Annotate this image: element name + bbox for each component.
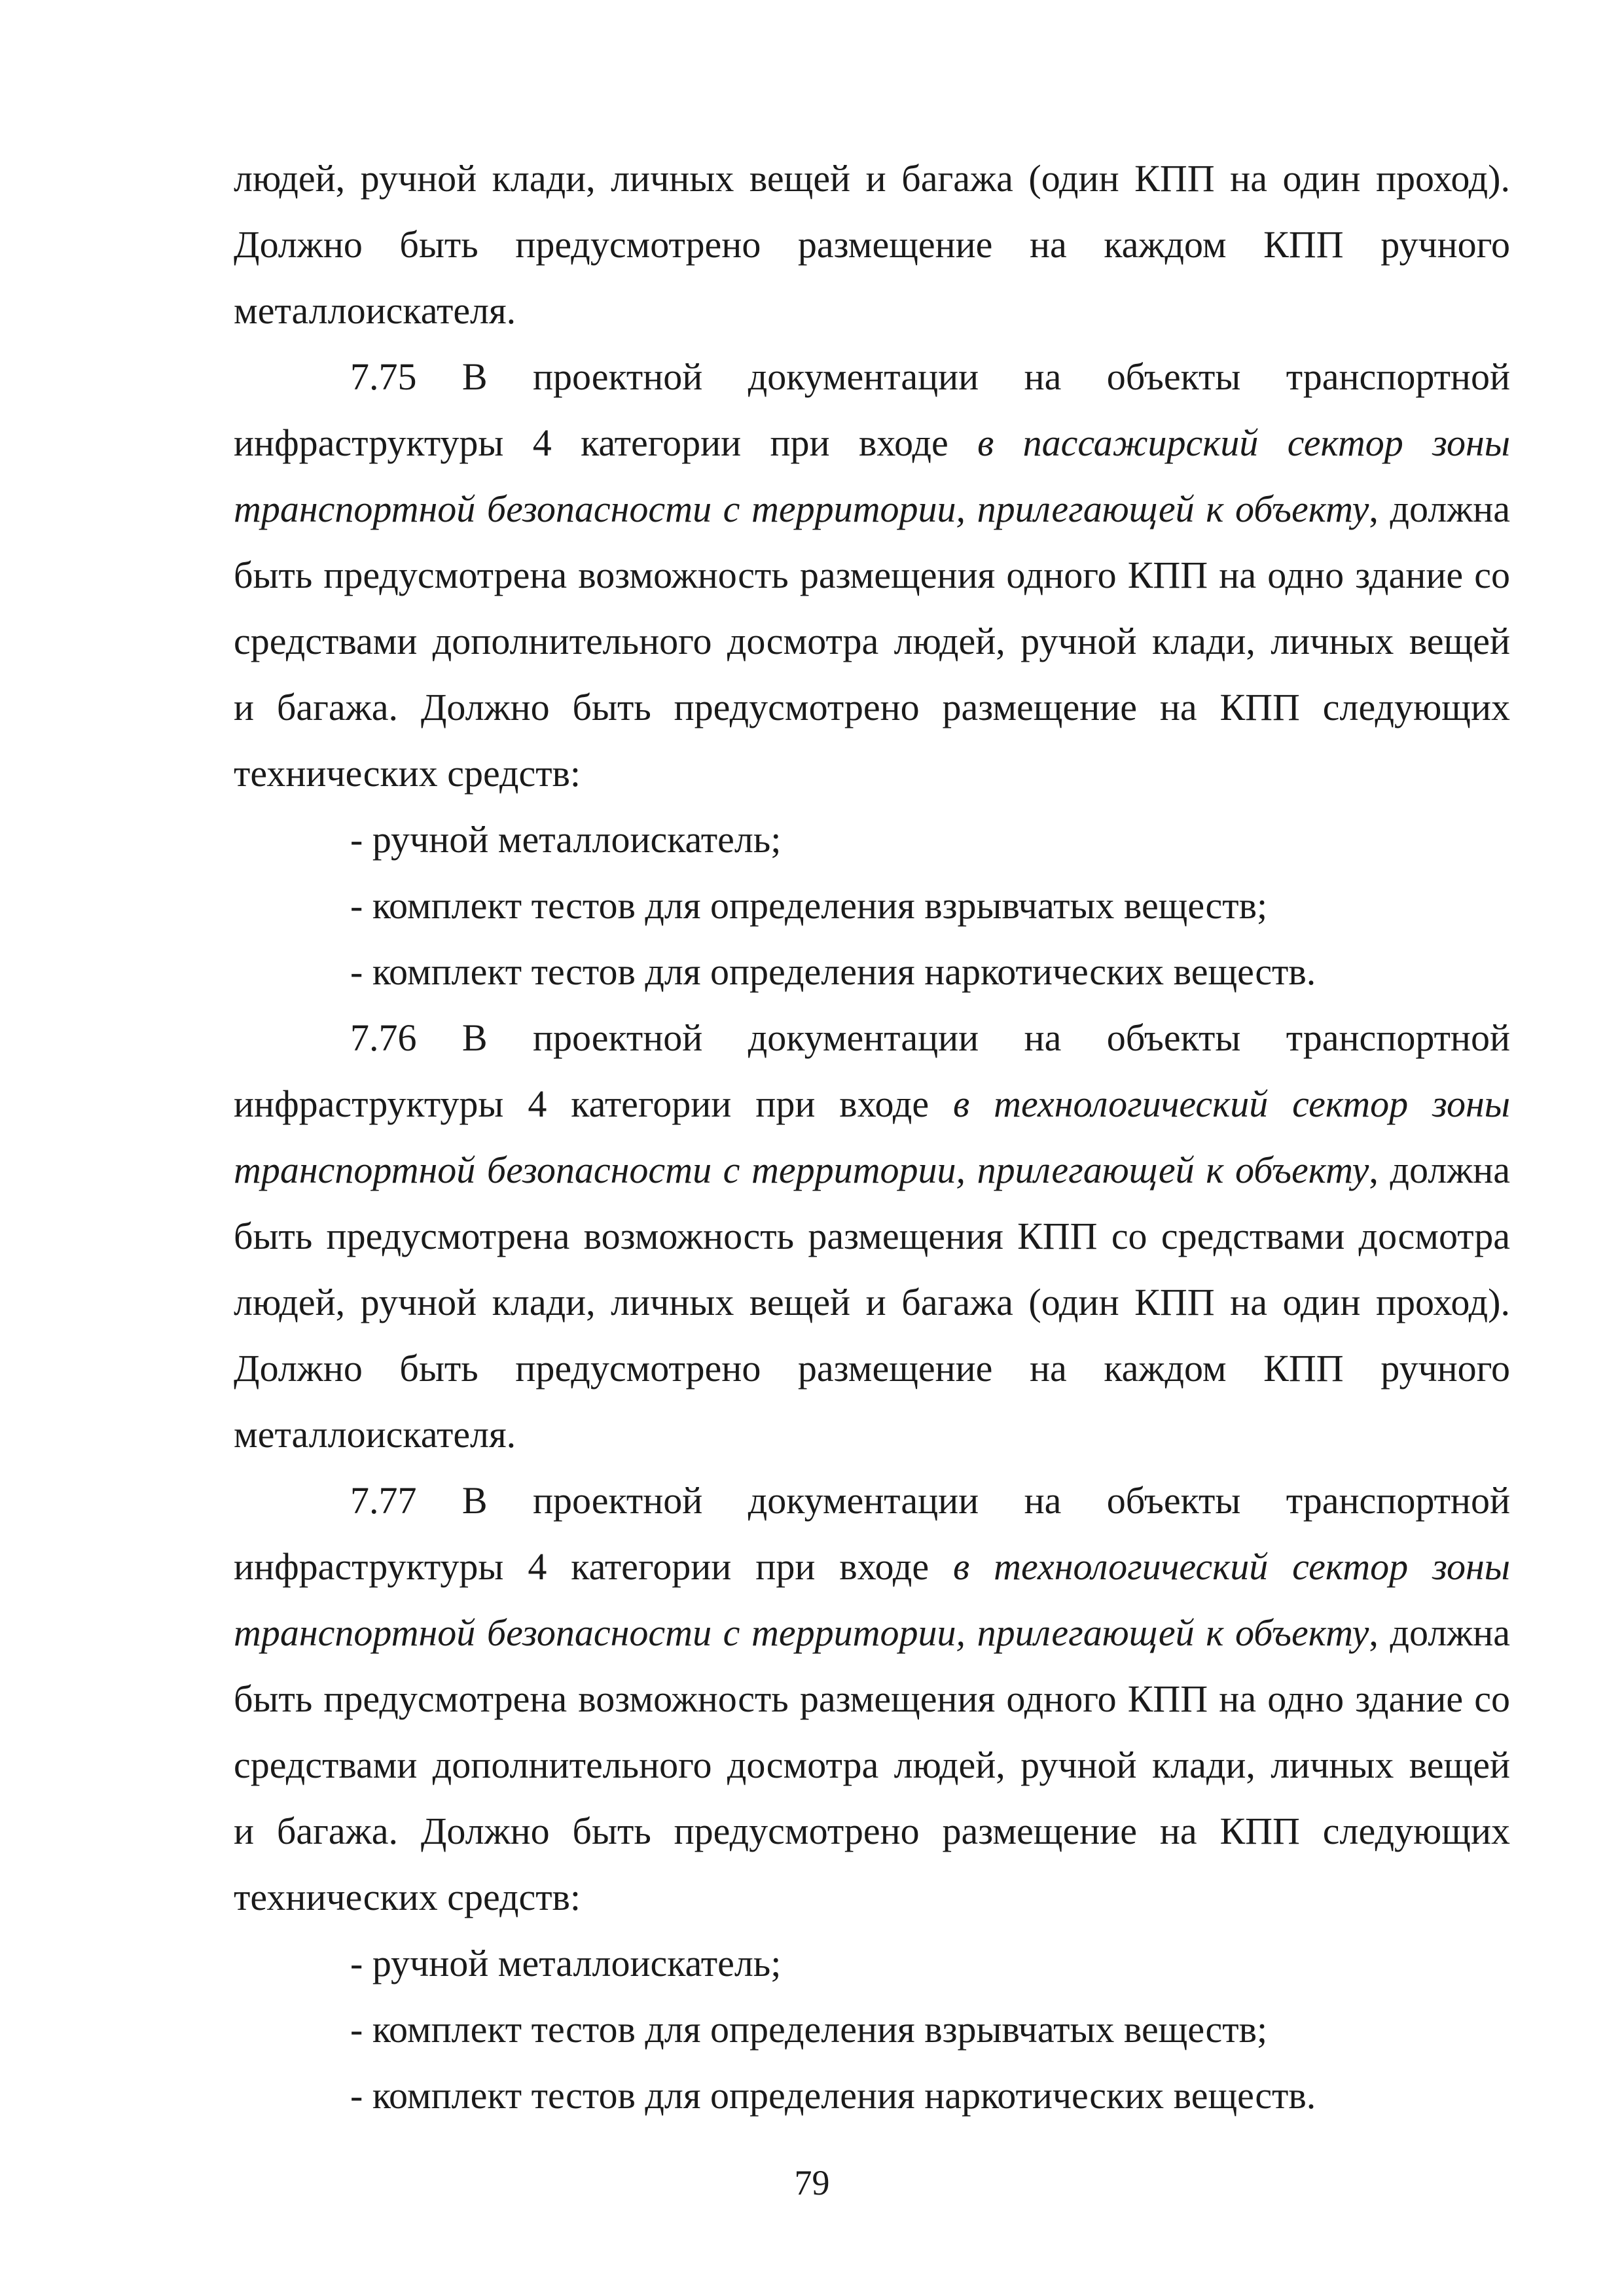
text-line <box>234 1071 1510 1137</box>
text-segment: Должно быть предусмотрено размещение на каждом КПП ручного <box>234 1347 1510 1390</box>
page-number: 79 <box>794 2163 830 2202</box>
text-line <box>234 211 1510 278</box>
text-line <box>234 1335 1510 1401</box>
text-segment: - комплект тестов для определения взрывчатых веществ; <box>350 2008 1268 2051</box>
italic-text-segment: транспортной безопасности с территории, прилегающей к объекту <box>234 1149 1369 1191</box>
text-segment: - комплект тестов для определения наркотических веществ. <box>350 950 1316 993</box>
body-text <box>234 145 1510 2128</box>
text-line <box>234 1666 1510 1732</box>
italic-text-segment: в технологический сектор зоны <box>953 1083 1510 1125</box>
text-segment: быть предусмотрена возможность размещения КПП со средствами досмотра <box>234 1215 1510 1257</box>
text-segment: средствами дополнительного досмотра людей, ручной клади, личных вещей <box>234 620 1510 662</box>
text-segment: , должна <box>1369 1149 1510 1191</box>
text-line <box>234 1996 1510 2062</box>
text-segment: людей, ручной клади, личных вещей и багажа (один КПП на один проход). <box>234 1281 1510 1323</box>
text-line <box>234 939 1510 1005</box>
text-line <box>234 1864 1510 1930</box>
text-line <box>234 145 1510 211</box>
text-segment: - комплект тестов для определения наркотических веществ. <box>350 2074 1316 2117</box>
text-segment: технических средств: <box>234 1876 581 1918</box>
text-line <box>234 1930 1510 1996</box>
text-line <box>234 608 1510 674</box>
text-line <box>234 542 1510 608</box>
italic-text-segment: в технологический сектор зоны <box>953 1545 1510 1588</box>
text-segment: металлоискателя. <box>234 1413 516 1456</box>
text-line <box>234 410 1510 476</box>
text-line <box>234 1467 1510 1534</box>
text-line <box>234 2062 1510 2128</box>
text-segment: металлоискателя. <box>234 289 516 332</box>
text-line <box>234 1401 1510 1467</box>
text-segment: и багажа. Должно быть предусмотрено размещение на КПП следующих <box>234 686 1510 728</box>
text-segment: 7.77 В проектной документации на объекты транспортной <box>350 1479 1510 1522</box>
text-line <box>234 1534 1510 1600</box>
text-line <box>234 278 1510 344</box>
text-line <box>234 1600 1510 1666</box>
text-segment: и багажа. Должно быть предусмотрено размещение на КПП следующих <box>234 1810 1510 1852</box>
text-line <box>234 1269 1510 1335</box>
text-line <box>234 1005 1510 1071</box>
text-line <box>234 806 1510 872</box>
text-line <box>234 872 1510 939</box>
text-segment: людей, ручной клади, личных вещей и багажа (один КПП на один проход). <box>234 157 1510 200</box>
text-line <box>234 674 1510 740</box>
text-segment: 7.75 В проектной документации на объекты транспортной <box>350 355 1510 398</box>
text-segment: - комплект тестов для определения взрывчатых веществ; <box>350 884 1268 927</box>
text-segment: , должна <box>1369 1611 1510 1654</box>
text-segment: инфраструктуры 4 категории при входе <box>234 1545 954 1588</box>
text-line <box>234 1732 1510 1798</box>
text-segment: инфраструктуры 4 категории при входе <box>234 1083 954 1125</box>
italic-text-segment: транспортной безопасности с территории, прилегающей к объекту <box>234 1611 1369 1654</box>
text-line <box>234 740 1510 806</box>
text-line <box>234 1137 1510 1203</box>
text-segment: быть предусмотрена возможность размещения одного КПП на одно здание со <box>234 1677 1510 1720</box>
text-segment: Должно быть предусмотрено размещение на каждом КПП ручного <box>234 223 1510 266</box>
text-segment: быть предусмотрена возможность размещения одного КПП на одно здание со <box>234 554 1510 596</box>
text-line <box>234 344 1510 410</box>
text-segment: , должна <box>1369 488 1510 530</box>
text-segment: - ручной металлоискатель; <box>350 818 782 861</box>
text-line <box>234 1798 1510 1864</box>
italic-text-segment: транспортной безопасности с территории, прилегающей к объекту <box>234 488 1369 530</box>
text-segment: 7.76 В проектной документации на объекты транспортной <box>350 1016 1510 1059</box>
text-line <box>234 476 1510 542</box>
text-segment: инфраструктуры 4 категории при входе <box>234 422 978 464</box>
text-segment: технических средств: <box>234 752 581 795</box>
italic-text-segment: в пассажирский сектор зоны <box>977 422 1510 464</box>
text-segment: средствами дополнительного досмотра людей, ручной клади, личных вещей <box>234 1744 1510 1786</box>
text-line <box>234 1203 1510 1269</box>
text-segment: - ручной металлоискатель; <box>350 1942 782 1984</box>
